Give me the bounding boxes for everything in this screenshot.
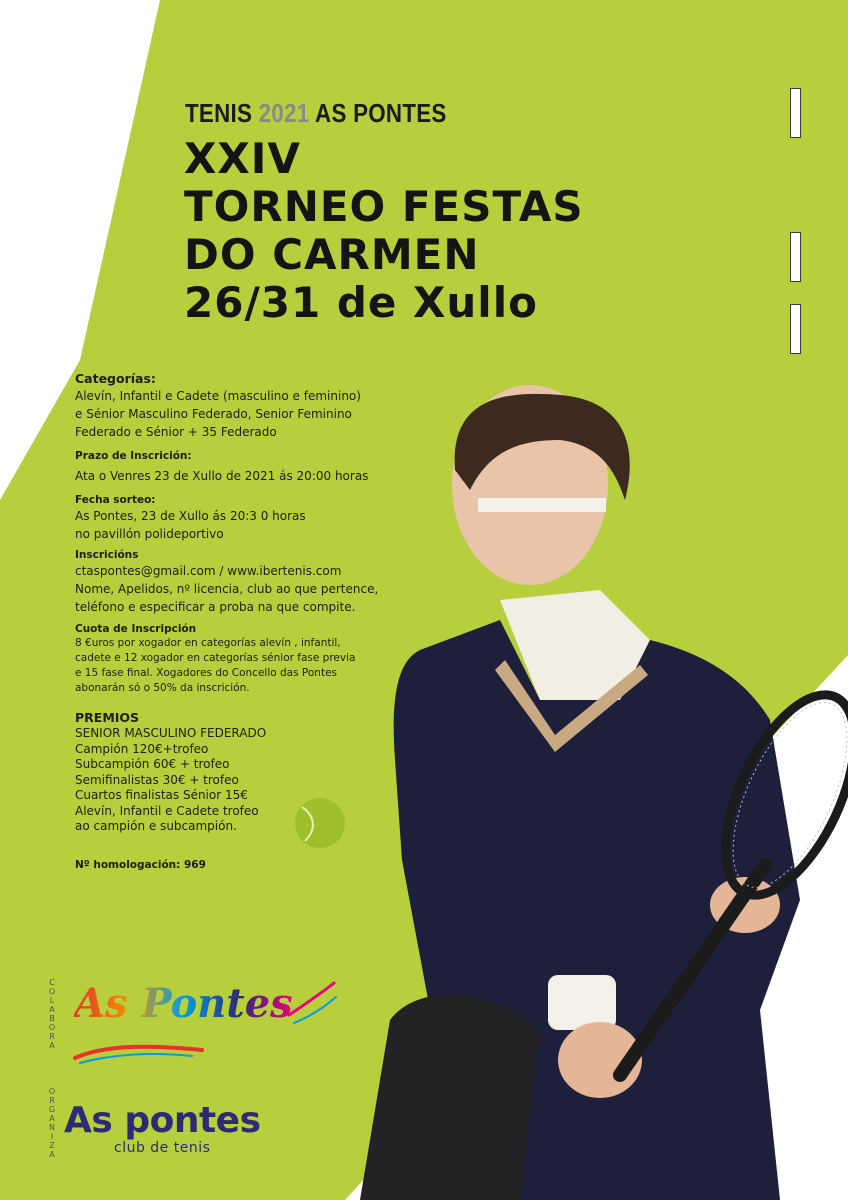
- premios-line: ao campión e subcampión.: [75, 819, 237, 833]
- inscricions-line: Nome, Apelidos, nº licencia, club ao que pertence,: [75, 582, 379, 596]
- sorteo-line: no pavillón polideportivo: [75, 527, 224, 541]
- prazo-section: [75, 449, 368, 485]
- colabora-label: C O L A B O R A: [48, 978, 56, 1050]
- prazo-heading: Prazo de Inscrición:: [75, 450, 192, 462]
- sidebar-bar: [790, 160, 801, 210]
- premios-heading: PREMIOS: [75, 710, 140, 725]
- homologacion-number: Nº homologación: 969: [75, 859, 206, 871]
- club-name: As pontes: [64, 1100, 261, 1141]
- categorias-heading: Categorías:: [75, 371, 156, 386]
- club-subtitle: club de tenis: [114, 1140, 211, 1156]
- premios-line: Semifinalistas 30€ + trofeo: [75, 772, 239, 787]
- premios-line: Alevín, Infantil e Cadete trofeo: [75, 803, 259, 818]
- inscricions-section: [75, 548, 378, 616]
- premios-line: Cuartos finalistas Sénior 15€: [75, 788, 248, 802]
- club-de-tenis-logo: [64, 1100, 261, 1156]
- tennis-ball-icon: [295, 798, 345, 848]
- sorteo-heading: Fecha sorteo:: [75, 494, 156, 506]
- header-line: [185, 98, 447, 129]
- title-line-3: DO CARMEN: [184, 230, 480, 279]
- sorteo-section: [75, 493, 306, 543]
- homologacion-section: [75, 858, 206, 872]
- sidebar-bar: [790, 232, 801, 282]
- header-year: 2021: [258, 98, 310, 128]
- cuota-section: [75, 622, 355, 696]
- as-pontes-swoosh-icon: [72, 1038, 212, 1068]
- title-line-4: 26/31 de Xullo: [184, 278, 538, 327]
- premios-line: SENIOR MASCULINO FEDERADO: [75, 726, 267, 740]
- organiza-label: O R G A N I Z A: [48, 1087, 56, 1159]
- premios-line: Subcampión 60€ + trofeo: [75, 757, 230, 771]
- prazo-line: Ata o Venres 23 de Xullo de 2021 ás 20:00 horas: [75, 469, 369, 483]
- inscricions-line: ctaspontes@gmail.com / www.ibertenis.com: [75, 564, 342, 578]
- premios-line: Campión 120€+trofeo: [75, 741, 209, 756]
- inscricions-heading: Inscricións: [75, 549, 139, 561]
- as-pontes-logo-text: As Pontes: [74, 980, 293, 1027]
- title-line-2: TORNEO FESTAS: [184, 182, 584, 231]
- categorias-line: e Sénior Masculino Federado, Senior Feminino: [75, 407, 352, 421]
- cuota-line: e 15 fase final. Xogadores do Concello das Pontes: [75, 667, 338, 679]
- cuota-heading: Cuota de Inscripción: [75, 623, 197, 635]
- sidebar-bar: [790, 88, 801, 138]
- premios-section: [75, 710, 266, 835]
- cuota-line: abonarán só o 50% da inscrición.: [75, 682, 250, 694]
- cuota-line: 8 €uros por xogador en categorías alevín , infantil,: [75, 637, 341, 649]
- title-line-1: XXIV: [184, 134, 301, 183]
- sidebar-bar: [790, 304, 801, 354]
- header-prefix: TENIS: [185, 98, 253, 128]
- cuota-line: cadete e 12 xogador en categorías sénior fase previa: [75, 652, 356, 664]
- categorias-section: [75, 371, 361, 441]
- sorteo-line: As Pontes, 23 de Xullo ás 20:3 0 horas: [75, 509, 306, 523]
- inscricions-line: teléfono e especificar a proba na que compite.: [75, 600, 356, 614]
- as-pontes-concello-logo: [74, 980, 293, 1027]
- header-place: AS PONTES: [315, 98, 447, 128]
- categorias-line: Federado e Sénior + 35 Federado: [75, 425, 277, 439]
- categorias-line: Alevín, Infantil e Cadete (masculino e feminino): [75, 389, 361, 403]
- color-splash-icon: [284, 975, 344, 1035]
